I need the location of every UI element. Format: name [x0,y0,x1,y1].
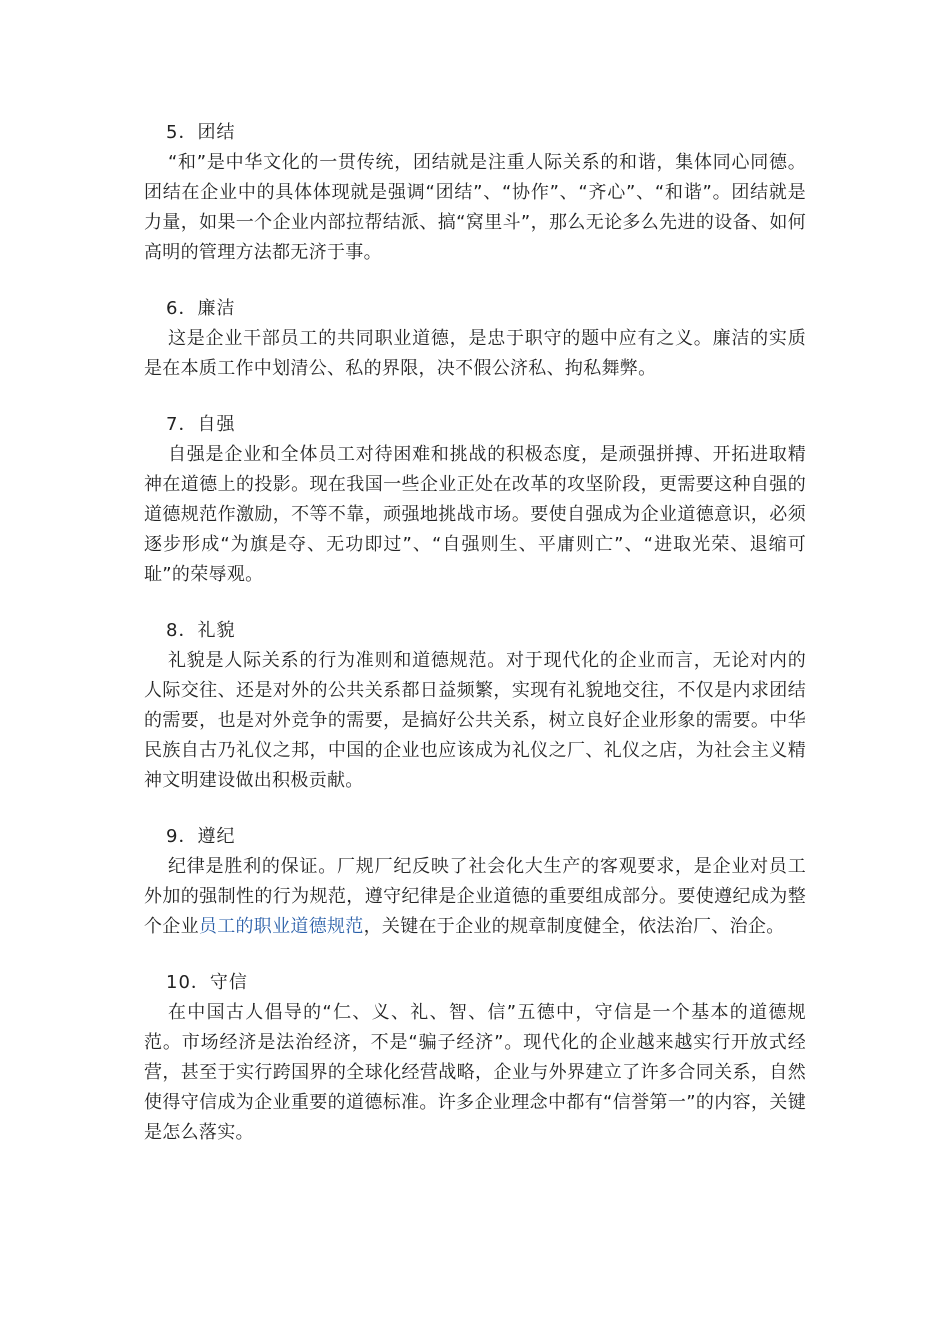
section-heading: 8．礼貌 [166,620,236,641]
section-integrity [144,294,806,384]
section-heading: 6．廉洁 [166,298,236,319]
section-heading: 10．守信 [166,972,248,993]
section-courtesy [144,616,806,796]
section-unity [144,118,806,268]
section-heading: 5．团结 [166,122,236,143]
section-paragraph [144,852,806,942]
section-discipline [144,822,806,942]
section-heading: 9．遵纪 [166,826,236,847]
paragraph-text-after-link: ，关键在于企业的规章制度健全，依法治厂、治企。 [363,916,785,937]
section-paragraph: “和”是中华文化的一贯传统，团结就是注重人际关系的和谐，集体同心同德。团结在企业中的具体体现就是强调“团结”、“协作”、“齐心”、“和谐”。团结就是力量，如果一个企业内部拉帮结派、搞“窝里斗”，那么无论多么先进的设备、如何高明的管理方法都无济于事。 [144,152,806,263]
paragraph-text-before-link: 纪律是胜利的保证。厂规厂纪反映了社会化大生产的客观要求，是企业对员工外加的强制性的行为规范，遵守纪律是企业道德的重要组成部分。要使遵纪成为整个企业 [144,856,806,937]
section-paragraph: 这是企业干部员工的共同职业道德，是忠于职守的题中应有之义。廉洁的实质是在本质工作中划清公、私的界限，决不假公济私、拘私舞弊。 [144,328,806,379]
section-paragraph: 自强是企业和全体员工对待困难和挑战的积极态度，是顽强拼搏、开拓进取精神在道德上的投影。现在我国一些企业正处在改革的攻坚阶段，更需要这种自强的道德规范作激励，不等不靠，顽强地挑战市场。要使自强成为企业道德意识，必须逐步形成“为旗是夺、无功即过”、“自强则生、平庸则亡”、“进取光荣、退缩可耻”的荣辱观。 [144,444,806,585]
section-heading: 7．自强 [166,414,236,435]
section-paragraph: 在中国古人倡导的“仁、义、礼、智、信”五德中，守信是一个基本的道德规范。市场经济是法治经济，不是“骗子经济”。现代化的企业越来越实行开放式经营，甚至于实行跨国界的全球化经营战略，企业与外界建立了许多合同关系，自然使得守信成为企业重要的道德标准。许多企业理念中都有“信誉第一”的内容，关键是怎么落实。 [144,1002,806,1143]
section-paragraph: 礼貌是人际关系的行为准则和道德规范。对于现代化的企业而言，无论对内的人际交往、还是对外的公共关系都日益频繁，实现有礼貌地交往，不仅是内求团结的需要，也是对外竞争的需要，是搞好公共关系，树立良好企业形象的需要。中华民族自古乃礼仪之邦，中国的企业也应该成为礼仪之厂、礼仪之店，为社会主义精神文明建设做出积极贡献。 [144,650,806,791]
section-trustworthiness [144,968,806,1148]
professional-ethics-link[interactable]: 员工的职业道德规范 [198,916,364,937]
document-page [144,118,806,1174]
section-self-improvement [144,410,806,590]
